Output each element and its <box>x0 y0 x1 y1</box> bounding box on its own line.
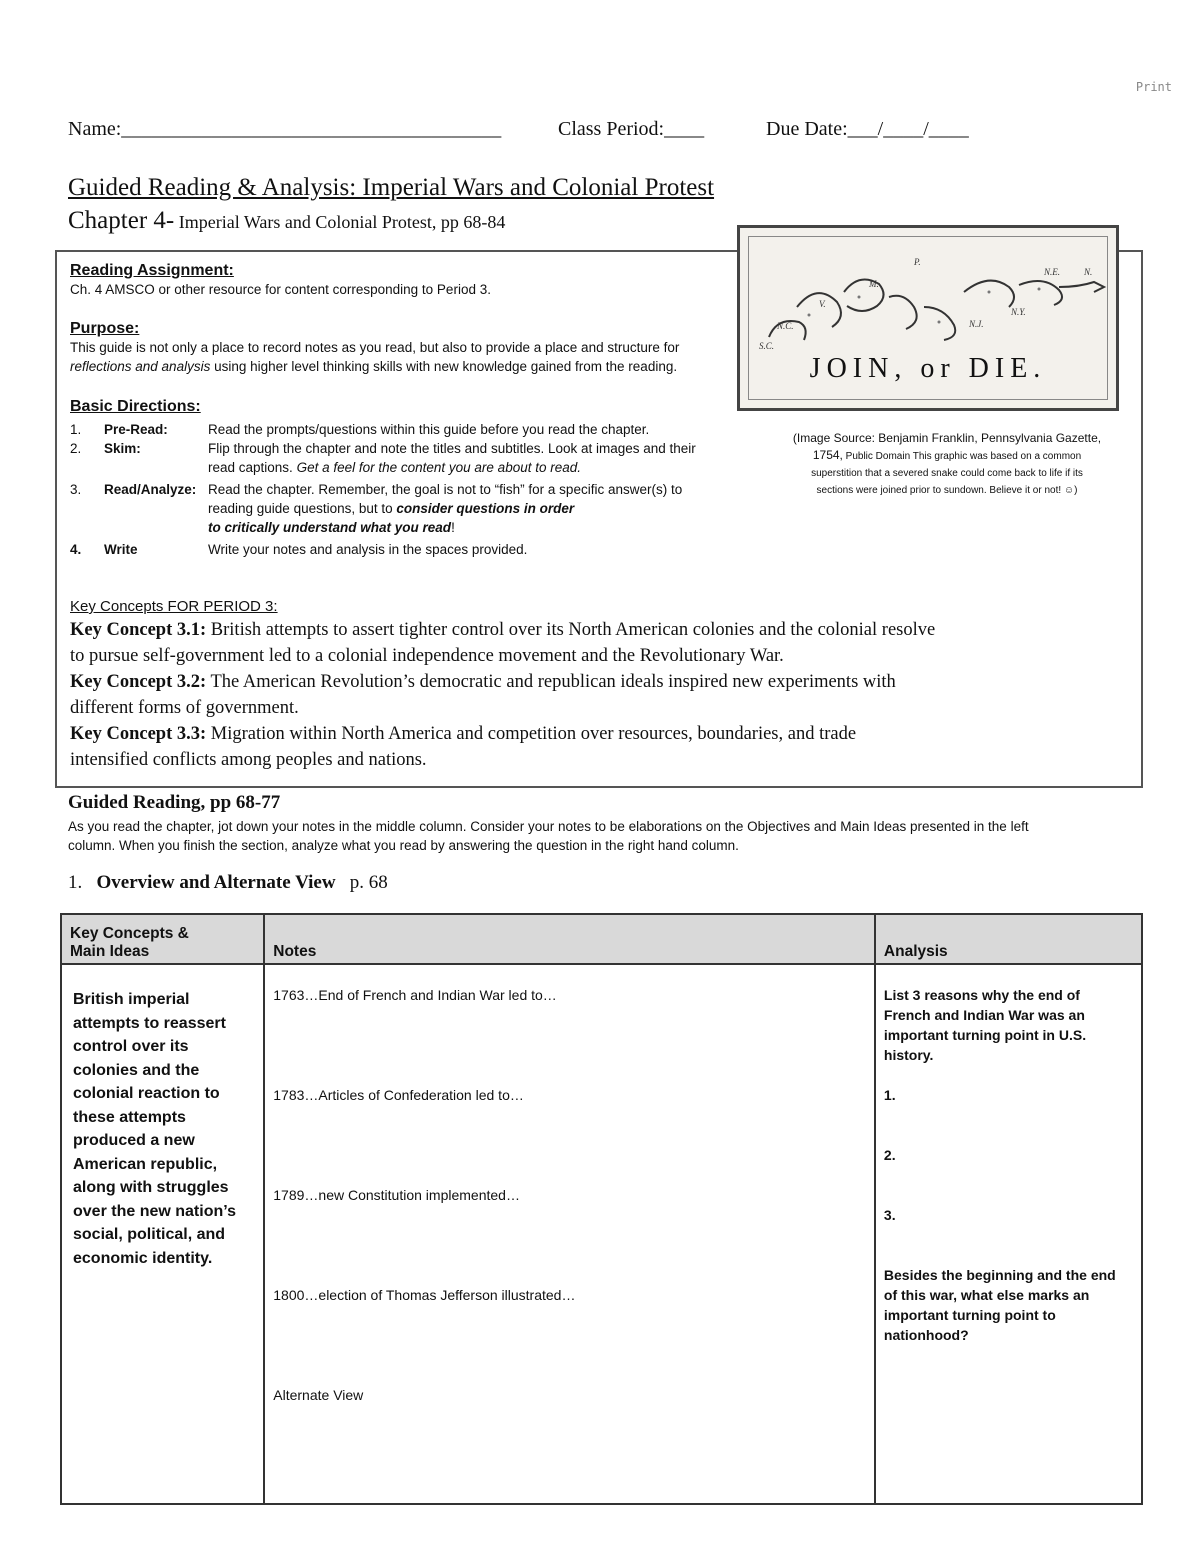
direction-text-bold: consider questions in order <box>392 501 575 516</box>
snake-illustration-icon <box>749 237 1111 355</box>
analysis-answer-3: 3. <box>883 1207 896 1223</box>
reading-assignment-text: Ch. 4 AMSCO or other resource for content corresponding to Period 3. <box>70 282 491 297</box>
chapter-subtitle: Imperial Wars and Colonial Protest, pp 68-84 <box>174 212 506 232</box>
analysis-answer-2: 2. <box>883 1147 896 1163</box>
key-concept-label: Key Concept 3.2: <box>70 672 207 692</box>
cartoon-label: S.C. <box>759 341 775 351</box>
direction-text <box>208 480 728 537</box>
join-or-die-cartoon <box>737 225 1119 411</box>
reading-assignment-heading: Reading Assignment: <box>70 262 234 279</box>
cartoon-motto: JOIN, or DIE. <box>809 353 1047 384</box>
direction-item <box>70 480 750 537</box>
purpose-line1: This guide is not only a place to record notes as you read, but also to provide a place and structure for <box>70 340 680 355</box>
main-idea-cell <box>61 964 264 1504</box>
caption-line3: superstition that a severed snake could come back to life if its <box>811 468 1083 479</box>
cartoon-label: N.E. <box>1044 267 1061 277</box>
table-row <box>61 964 1142 1504</box>
direction-num: 4. <box>70 542 82 557</box>
direction-label: Read/Analyze: <box>104 482 197 497</box>
key-concept-text: The American Revolution’s democratic and republican ideals inspired new experiments with <box>206 672 896 692</box>
direction-item <box>70 439 750 477</box>
analysis-question: List 3 reasons why the end of French and Indian War was an important turning point in U.S. history. <box>883 987 1087 1063</box>
cartoon-label: N.Y. <box>1011 307 1026 317</box>
key-concepts-section <box>70 598 1130 773</box>
direction-text: Write your notes and analysis in the spaces provided. <box>208 542 528 557</box>
caption-line1: (Image Source: Benjamin Franklin, Pennsylvania Gazette, <box>792 431 1102 445</box>
image-caption <box>772 430 1122 499</box>
direction-text-line1: Flip through the chapter and note the titles and subtitles. Look at images and their <box>208 441 696 456</box>
analysis-question: Besides the beginning and the end of this war, what else marks an important turning point to nationhood? <box>883 1267 1116 1343</box>
caption-line2 <box>772 447 1122 465</box>
note-prompt: Alternate View <box>273 1387 364 1403</box>
guided-reading-line1: As you read the chapter, jot down your notes in the middle column. Consider your notes to be elaborations on the Objectives and Main Ideas presented in the left <box>68 819 1029 834</box>
direction-num: 1. <box>70 422 82 437</box>
notes-cell[interactable] <box>264 964 875 1504</box>
main-idea-text: British imperial attempts to reassert control over its colonies and the colonial reaction to these attempts produced a new American republic, along with struggles over the new nation’s social, political, and economic identity. <box>73 991 236 1267</box>
caption-year: 1754, <box>812 448 843 462</box>
header-key-concepts-line2: Main Ideas <box>70 943 150 960</box>
section-title: Overview and Alternate View <box>96 872 336 893</box>
direction-text-italic: Get a feel for the content you are about to read. <box>292 460 581 475</box>
direction-text: Read the prompts/questions within this guide before you read the chapter. <box>208 422 650 437</box>
direction-label: Write <box>104 542 138 557</box>
reading-assignment-section <box>70 262 750 299</box>
table-header-row <box>61 914 1142 964</box>
notes-table <box>60 913 1143 1505</box>
direction-num: 2. <box>70 441 82 456</box>
chapter-prefix: Chapter 4- <box>68 207 175 234</box>
direction-text-end: ! <box>451 520 455 535</box>
caption-text: Public Domain This graphic was based on a common <box>842 451 1082 462</box>
key-concept-label: Key Concept 3.3: <box>70 724 207 744</box>
note-prompt: 1800…election of Thomas Jefferson illustrated… <box>273 1287 576 1303</box>
key-concept-3-1-cont: to pursue self-government led to a colonial independence movement and the Revolutionary War. <box>70 646 784 666</box>
direction-text-bold2: to critically understand what you read <box>208 520 452 535</box>
cartoon-label: P. <box>914 257 921 267</box>
purpose-section <box>70 320 750 376</box>
purpose-italic: reflections and analysis <box>70 359 211 374</box>
analysis-cell[interactable] <box>875 964 1142 1504</box>
direction-label: Skim: <box>104 441 141 456</box>
cartoon-label: N. <box>1084 267 1093 277</box>
direction-text <box>208 439 728 477</box>
header-key-concepts <box>61 914 264 964</box>
analysis-answer-1: 1. <box>883 1087 896 1103</box>
page-title: Guided Reading & Analysis: Imperial Wars and Colonial Protest <box>68 174 715 201</box>
purpose-rest: using higher level thinking skills with new knowledge gained from the reading. <box>210 359 678 374</box>
key-concept-label: Key Concept 3.1: <box>70 620 207 640</box>
directions-section <box>70 398 750 558</box>
key-concept-text: British attempts to assert tighter control over its North American colonies and the colonial resolve <box>206 620 936 640</box>
note-prompt: 1783…Articles of Confederation led to… <box>273 1087 524 1103</box>
guided-reading-line2: column. When you finish the section, analyze what you read by answering the question in the right hand column. <box>68 838 739 853</box>
name-field[interactable]: Name:______________________________________ <box>68 118 502 140</box>
note-prompt: 1763…End of French and Indian War led to… <box>273 987 557 1003</box>
due-date-field[interactable]: Due Date:___/____/____ <box>766 118 969 140</box>
key-concept-3-3 <box>70 721 1130 747</box>
key-concept-3-2-cont: different forms of government. <box>70 698 299 718</box>
key-concept-3-2 <box>70 669 1130 695</box>
directions-heading: Basic Directions: <box>70 398 201 415</box>
header-notes: Notes <box>264 914 875 964</box>
key-concept-text: Migration within North America and competition over resources, boundaries, and trade <box>206 724 857 744</box>
cartoon-label: V. <box>819 299 826 309</box>
direction-text-line2: reading guide questions, but to <box>208 501 393 516</box>
direction-text-line1: Read the chapter. Remember, the goal is not to “fish” for a specific answer(s) to <box>208 482 683 497</box>
direction-text-line2: read captions. <box>208 460 293 475</box>
guided-reading-heading: Guided Reading, pp 68-77 <box>68 792 281 813</box>
section-number: 1. <box>68 872 83 893</box>
cartoon-frame <box>748 236 1108 400</box>
print-link[interactable]: Print <box>1135 80 1172 94</box>
header-analysis: Analysis <box>875 914 1142 964</box>
direction-item <box>70 420 750 439</box>
student-info-row <box>68 118 1068 148</box>
cartoon-label: N.J. <box>969 319 984 329</box>
chapter-heading <box>68 207 505 235</box>
direction-label: Pre-Read: <box>104 422 168 437</box>
direction-item <box>70 540 750 559</box>
header-key-concepts-line1: Key Concepts & <box>70 925 189 942</box>
purpose-line2 <box>70 357 750 376</box>
key-concept-3-3-cont: intensified conflicts among peoples and nations. <box>70 750 427 770</box>
key-concepts-heading: Key Concepts FOR PERIOD 3: <box>70 598 278 615</box>
cartoon-label: M. <box>869 279 879 289</box>
cartoon-label: N.C. <box>777 321 794 331</box>
caption-line4: sections were joined prior to sundown. Believe it or not! ☺) <box>816 485 1078 496</box>
note-prompt: 1789…new Constitution implemented… <box>273 1187 520 1203</box>
guided-reading-instructions <box>68 817 1128 855</box>
class-period-field[interactable]: Class Period:____ <box>558 118 705 140</box>
direction-num: 3. <box>70 482 82 497</box>
purpose-heading: Purpose: <box>70 320 140 337</box>
key-concept-3-1 <box>70 617 1130 643</box>
section-page: p. 68 <box>349 872 388 893</box>
key-concepts-list <box>70 617 1130 773</box>
section-heading <box>68 872 388 894</box>
